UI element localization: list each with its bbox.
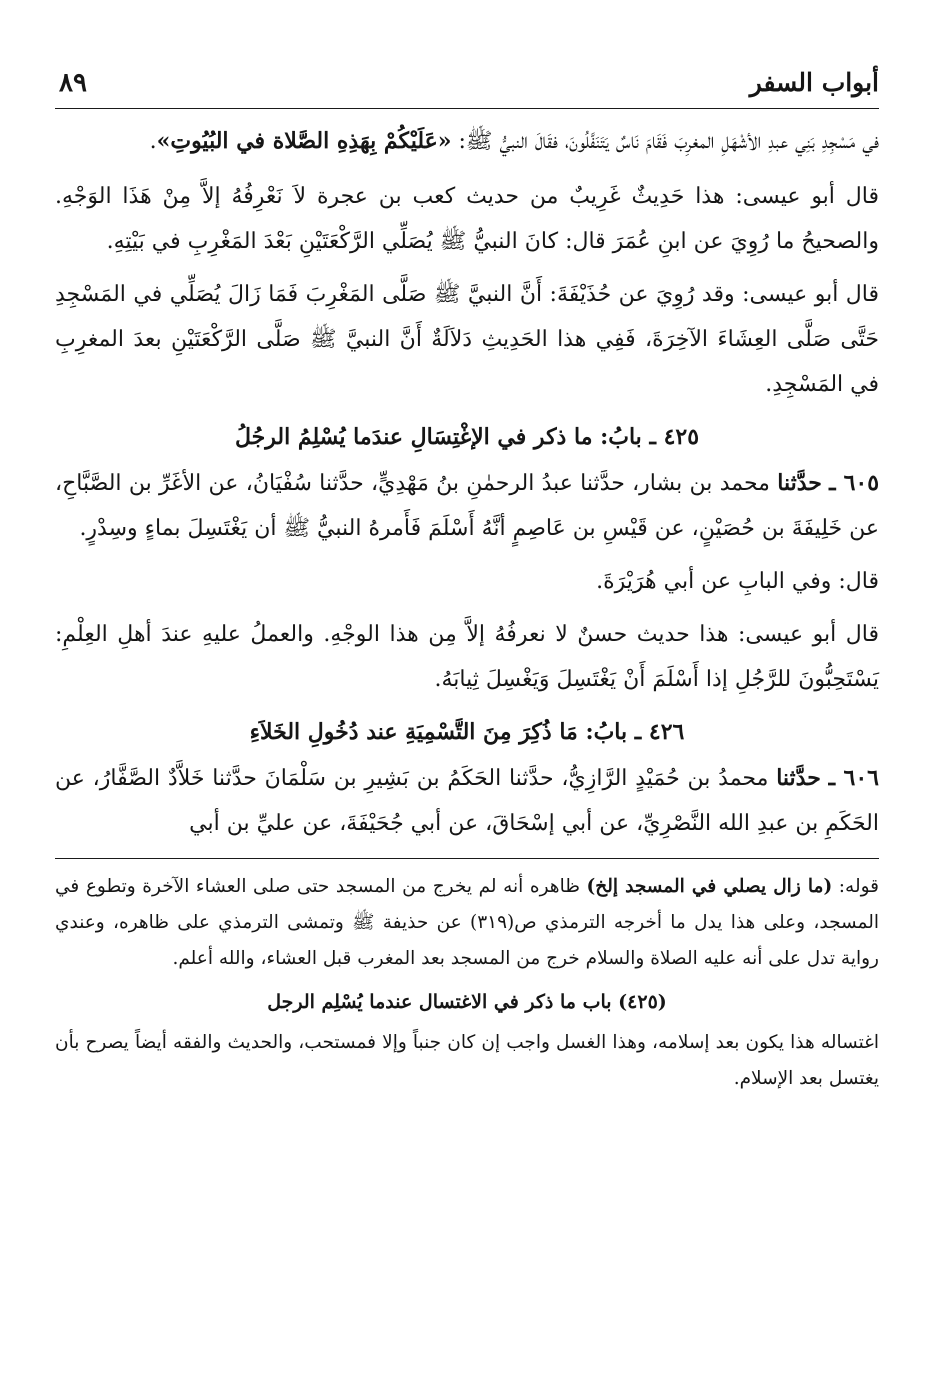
chapter-heading-426: ٤٢٦ ـ بابُ: مَا ذُكِرَ مِنَ التَّسْمِيَةِ عند دُخُولِ الخَلاَءِ	[249, 719, 685, 745]
paragraph-abu-isa-hasan: قال أبو عيسى: هذا حديث حسنٌ لا نعرفُهُ إلاَّ مِن هذا الوجْهِ. والعملُ عليهِ عندَ أهلِ العِلْمِ: يَسْتَحِبُّونَ للرَّجُلِ إذا أَسْلَمَ أَنْ يَغْتَسِلَ وَيَغْسِلَ ثِيابَهُ.	[55, 622, 879, 692]
paragraph-continuation	[55, 119, 879, 164]
book-page	[55, 60, 879, 1103]
chapter-heading-425: ٤٢٥ ـ بابُ: ما ذكر في الإغْتِسَالِ عندَما يُسْلِمُ الرجُلُ	[234, 424, 700, 450]
footnote-quote: (ما زال يصلي في المسجد إلخ)	[586, 876, 833, 897]
hadith-text: محمدُ بن حُمَيْدٍ الرَّازِيُّ، حدَّثنا الحَكَمُ بن بَشِيرِ بن سَلْمَانَ حدَّثنا خَلاَّدٌ الصَّفَّارُ، عن الحَكَمِ بن عبدِ الله النَّصْرِيِّ، عن أبي إسْحَاقَ، عن أبي جُحَيْفَةَ، عن عليِّ بن أبي	[55, 766, 879, 836]
paragraph-end: .	[149, 129, 157, 154]
hadith-lead-word: حدَّثنا	[776, 765, 821, 791]
hadith-number: ٦٠٥ ـ	[829, 470, 880, 496]
page-number: ٨٩	[59, 68, 87, 98]
footnote-2: اغتساله هذا يكون بعد إسلامه، وهذا الغسل واجب إن كان جنباً وإلا فمستحب، والحديث والفقه أيضاً يصرح بأن يغتسل بعد الإسلام.	[55, 1032, 879, 1089]
hadith-lead-word: حدَّثنا	[777, 470, 822, 496]
main-text	[55, 119, 879, 846]
running-header	[55, 60, 879, 109]
footnotes	[55, 869, 879, 1097]
paragraph-qala: قال: وفي البابِ عن أبي هُرَيْرَةَ.	[596, 569, 879, 594]
running-title: أبواب السفر	[749, 68, 879, 97]
hadith-quote: «عَلَيْكُمْ بِهَذِهِ الصَّلاة في البُيُوتِ»	[156, 128, 452, 154]
hadith-number: ٦٠٦ ـ	[828, 765, 879, 791]
paragraph-text: في مَسْجِدِ بَنِي عبدِ الأشْهَلِ المغرِبَ فَقَامَ نَاسٌ يَتَنَفَّلُونَ، فقَالَ النبيُّ ﷺ:	[451, 129, 879, 154]
paragraph-abu-isa-gharib: قال أبو عيسى: هذا حَدِيثٌ غَرِيبٌ من حديث كعب بن عجرة لاَ نَعْرِفُهُ إلاَّ مِنْ هَذَا الوَجْهِ. والصحيحُ ما رُوِيَ عن ابنِ عُمَرَ قال: كانَ النبيُّ ﷺ يُصَلِّي الرَّكْعَتَيْنِ بَعْدَ المَغْرِبِ في بَيْتِهِ.	[55, 184, 879, 254]
hadith-605	[55, 461, 879, 551]
footnote-divider	[55, 858, 879, 859]
paragraph-abu-isa-hudhayfa: قال أبو عيسى: وقد رُوِيَ عن حُذَيْفَةَ: أَنَّ النبيَّ ﷺ صَلَّى المَغْرِبَ فَمَا زَالَ يُصَلِّي في المَسْجِدِ حَتَّى صَلَّى العِشَاءَ الآخِرَةَ، فَفِي هذا الحَدِيثِ دَلاَلَةٌ أَنَّ النبيَّ ﷺ صَلَّى الرَّكْعَتَيْنِ بعدَ المغرِبِ في المَسْجِدِ.	[55, 282, 879, 397]
footnote-heading-425: (٤٢٥) باب ما ذكر في الاغتسال عندما يُسْلِم الرجل	[267, 991, 667, 1013]
footnote-lead: قوله:	[832, 876, 879, 897]
footnote-text: ظاهره أنه لم يخرج من المسجد حتى صلى العشاء الآخرة وتطوع في المسجد، وعلى هذا يدل ما أخرجه الترمذي ص(٣١٩) عن حذيفة ﷺ وتمشى الترمذي على ظاهره، وعندي رواية تدل على أنه عليه الصلاة والسلام خرج من المسجد بعد المغرب قبل العشاء، والله أعلم.	[55, 876, 879, 969]
hadith-text: محمد بن بشار، حدَّثنا عبدُ الرحمٰنِ بنُ مَهْدِيٍّ، حدَّثنا سُفْيَانُ، عن الأغَرِّ بن الصَّبَّاحِ، عن خَلِيفَةَ بن حُصَيْنٍ، عن قَيْسِ بن عَاصِمٍ أنَّهُ أَسْلَمَ فَأَمرهُ النبيُّ ﷺ أن يَغْتَسِلَ بماءٍ وسِدْرٍ.	[55, 471, 879, 541]
footnote-1	[55, 869, 879, 977]
hadith-606	[55, 756, 879, 846]
